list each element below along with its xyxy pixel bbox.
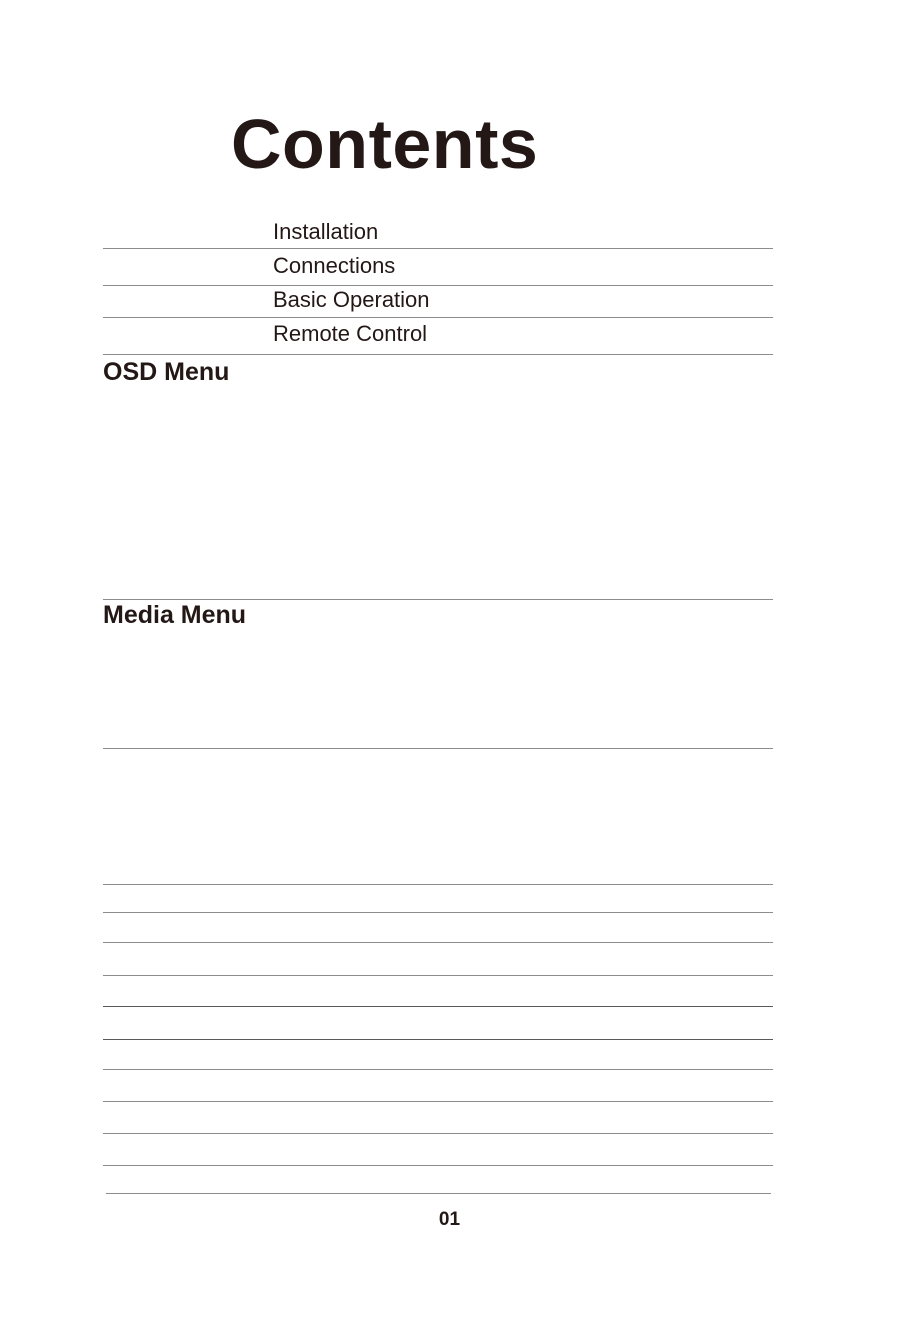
- divider: [103, 975, 773, 976]
- footer-divider: [106, 1193, 771, 1194]
- divider: [103, 912, 773, 913]
- divider: [103, 285, 773, 286]
- divider: [103, 354, 773, 355]
- divider: [103, 317, 773, 318]
- toc-entry-installation[interactable]: Installation: [273, 219, 379, 244]
- divider: [103, 942, 773, 943]
- section-heading-osd-menu[interactable]: OSD Menu: [103, 358, 230, 386]
- page-title: Contents: [231, 105, 539, 183]
- divider: [103, 1006, 773, 1007]
- divider: [103, 748, 773, 749]
- divider: [103, 1069, 773, 1070]
- divider: [103, 1133, 773, 1134]
- page-number: 01: [438, 1209, 461, 1230]
- divider: [103, 1165, 773, 1166]
- divider: [103, 884, 773, 885]
- toc-entry-remote-control[interactable]: Remote Control: [273, 321, 428, 346]
- toc-entry-basic-operation[interactable]: Basic Operation: [273, 287, 430, 312]
- divider: [103, 1101, 773, 1102]
- toc-entry-connections[interactable]: Connections: [273, 253, 396, 278]
- divider: [103, 1039, 773, 1040]
- section-heading-media-menu[interactable]: Media Menu: [103, 601, 247, 629]
- divider: [103, 248, 773, 249]
